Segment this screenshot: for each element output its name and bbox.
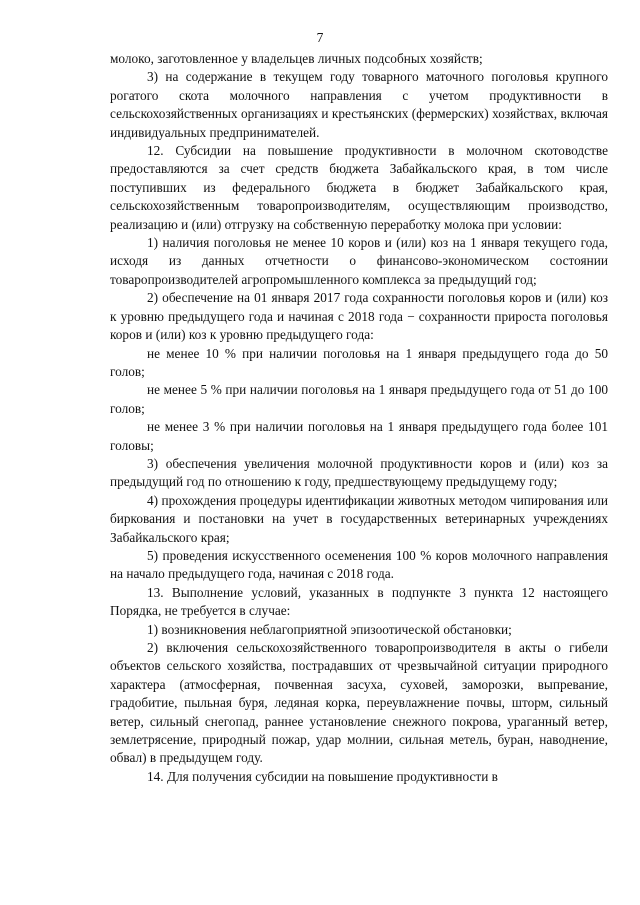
document-body bbox=[110, 50, 608, 786]
paragraph-13-exemptions: 13. Выполнение условий, указанных в подпункте 3 пункта 12 настоящего Порядка, не требуется в случае: bbox=[110, 584, 608, 619]
exemption-2-emergency: 2) включения сельскохозяйственного товаропроизводителя в акты о гибели объектов сельского хозяйства, пострадавших от чрезвычайной ситуации природного характера (атмосферная, почвенная засуха, суховей, заморозки, выпревание, градобитие, пыльная буря, ледяная корка, переувлажнение почвы, шторм, сильный ветер, сильный снегопад, раннее установление снежного покрова, ураганный ветер, землетрясение, природный пожар, удар молнии, сильная метель, буран, наводнение, обвал) в предыдущем году. bbox=[110, 640, 608, 766]
paragraph-14-start: 14. Для получения субсидии на повышение продуктивности в bbox=[147, 768, 498, 784]
growth-tier-10-percent: не менее 10 % при наличии поголовья на 1 января предыдущего года до 50 голов; bbox=[110, 345, 608, 379]
condition-1-livestock: 1) наличия поголовья не менее 10 коров и (или) коз на 1 января текущего года, исходя из данных отчетности о финансово-экономическом состоянии товаропроизводителей агропромышленного комплекса за предыдущий год; bbox=[110, 235, 608, 287]
exemption-1-epizootic: 1) возникновения неблагоприятной эпизоотической обстановки; bbox=[147, 621, 512, 637]
condition-3-productivity: 3) обеспечения увеличения молочной продуктивности коров и (или) коз за предыдущий год по отношению к году, предшествующему предыдущему году; bbox=[110, 455, 608, 490]
condition-4-identification: 4) прохождения процедуры идентификации животных методом чипирования или биркования и постановки на учет в государственных ветеринарных учреждениях Забайкальского края; bbox=[110, 492, 608, 545]
paragraph-12-subsidy-conditions: 12. Субсидии на повышение продуктивности в молочном скотоводстве предоставляются за счет средств бюджета Забайкальского края, в том числе поступивших из федерального бюджета в бюджет Забайкальского края, сельскохозяйственным товаропроизводителям, осуществляющим производство, реализацию и (или) отгрузку на собственную переработку молока при условии: bbox=[110, 143, 608, 232]
growth-tier-3-percent: не менее 3 % при наличии поголовья на 1 января предыдущего года более 101 головы; bbox=[110, 419, 608, 453]
condition-2-preservation: 2) обеспечение на 01 января 2017 года сохранности поголовья коров и (или) коз к уровню предыдущего года и начиная с 2018 года − сохранности прироста поголовья коров и (или) коз к уровню предыдущего года: bbox=[110, 290, 608, 343]
page-number: 7 bbox=[316, 30, 324, 45]
paragraph-item-3-maternal-herd: 3) на содержание в текущем году товарного маточного поголовья крупного рогатого скота молочного направления с учетом продуктивности в сельскохозяйственных организациях и крестьянских (фермерских) хозяйствах, включая индивидуальных предпринимателей. bbox=[110, 69, 608, 140]
growth-tier-5-percent: не менее 5 % при наличии поголовья на 1 января предыдущего года от 51 до 100 голов; bbox=[110, 382, 608, 416]
paragraph-continuation: молоко, заготовленное у владельцев личных подсобных хозяйств; bbox=[110, 51, 483, 66]
condition-5-insemination: 5) проведения искусственного осеменения 100 % коров молочного направления на начало предыдущего года, начиная с 2018 года. bbox=[110, 547, 608, 582]
